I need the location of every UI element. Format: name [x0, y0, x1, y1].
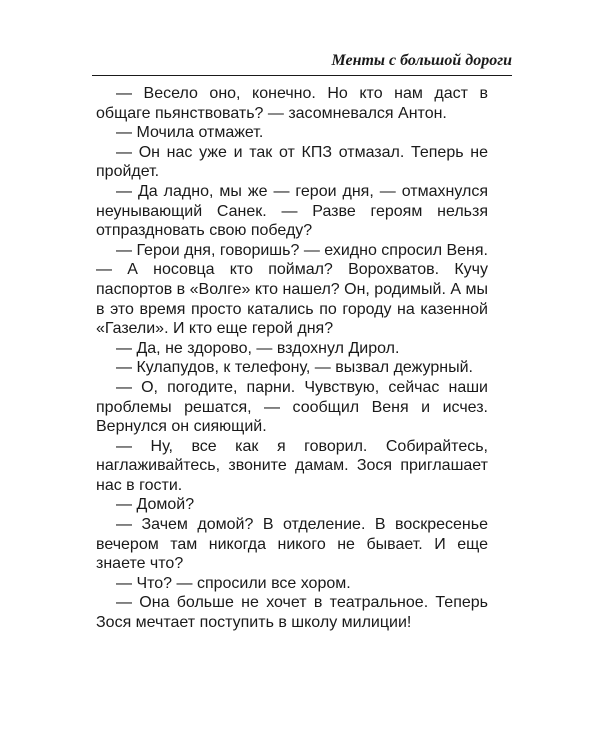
page-body [96, 84, 488, 633]
paragraph: — О, погодите, парни. Чувствую, сейчас наши проблемы решатся, — сообщил Веня и исчез. Вернулся он сияющий. [96, 378, 488, 436]
paragraph: — Герои дня, говоришь? — ехидно спросил Веня. — А носовца кто поймал? Ворохватов. Кучу паспортов в «Волге» кто нашел? Он, родимый. А мы в это время просто катались по городу на казенной «Газели». И кто еще герой дня? [96, 241, 488, 338]
header-rule [92, 75, 512, 76]
paragraph: — Весело оно, конечно. Но кто нам даст в общаге пьянствовать? — засомневался Антон. [96, 85, 488, 122]
paragraph: — Что? — спросили все хором. [116, 574, 351, 592]
paragraph: — Мочила отмажет. [116, 124, 264, 142]
paragraph: — Кулапудов, к телефону, — вызвал дежурный. [116, 359, 473, 377]
paragraph: — Он нас уже и так от КПЗ отмазал. Теперь не пройдет. [96, 143, 488, 181]
paragraph: — Домой? [116, 496, 195, 514]
paragraph: — Ну, все как я говорил. Собирайтесь, наглаживайтесь, звоните дамам. Зося приглашает нас в гости. [96, 437, 488, 494]
paragraph: — Зачем домой? В отделение. В воскресенье вечером там никогда никого не бывает. И еще знаете что? [96, 516, 488, 573]
paragraph: — Да ладно, мы же — герои дня, — отмахнулся неунывающий Санек. — Разве героям нельзя отпраздновать свою победу? [96, 182, 488, 240]
running-head: Менты с большой дороги [331, 52, 512, 69]
paragraph: — Она больше не хочет в театральное. Теперь Зося мечтает поступить в школу милиции! [96, 594, 488, 632]
paragraph: — Да, не здорово, — вздохнул Дирол. [116, 339, 400, 357]
